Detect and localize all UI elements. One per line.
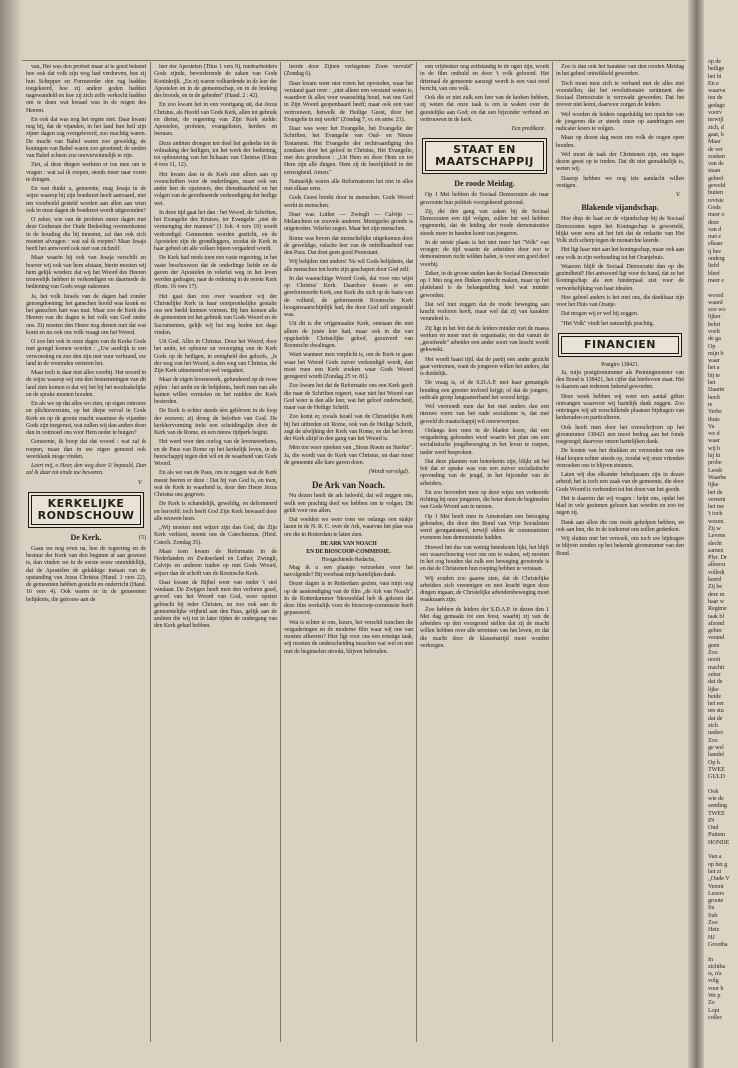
column-rule [552,62,553,1042]
paragraph: Ja, het volk Israels van de dagen had zonder genoegdoening; het ganschen hoofd was krank en het ganschen hart was mat. Maar zoo de Kerk des Heeren van die dagen is het volk van God onder ons. Zij moeten den Heere nog dienen met dat wat komt en nu ook ons volk vraagt om het Woord. [26,293,146,336]
paragraph: Wij belijden niet anders! Nu wil Gods belijdenis, dat alle menschen ten korte zijn geschapen door God zelf. [284,259,413,273]
paragraph: Ja, mijn postgironummer als Penningmeester van den Bond is 138421, het cijfer dat hierboven staat. Het is daarom aan iedereen bekend geworden. [556,369,684,391]
paragraph: Daar was Luther — Zwingli — Calvijn — Melanchton en zoovele anderen. Menigerlei gronde is uitgetreden. Velerlei zegen. Maar het zijn menschen. [284,211,413,233]
column-rule [150,62,151,1042]
paragraph: Zij, die den gang van zaken bij de Sociaal Democraten een tijd volgen, zullen het wel hebben opgemerkt, dat de leiding der roode demonstraties steeds meer in handen komt van jongeren. [420,208,549,237]
paragraph: O zoo het ook in onze dagen van de Kerke Gods met geregd komen worden : „Uw aardrijk is een verwoesting en zoo den zijn met vuur verbrand, uw land in de vreemden verteren het. [26,339,146,367]
paragraph: Zoo is dan ook het karakter van den rooden Meidag in het geheel ontwikkeld geworden. [556,64,684,78]
paragraph: Men ten weer spreken van „Sions Roem en Sterkte". Ja, die wordt van de Kerk van Christus, en daar moet de gemeente alle hare gaven doen. [284,445,413,466]
adjacent-page-text: op de heilige het bi En e waarva ten de gedage voorv terwijl zich, d gaat, h Maar de ver zoeken van de staan geheel geweld buiten revisie Gods meer o deze van d met e elkaar ij hee onderg liefd bleef meer e woord waard zoo wo lijker bebri voelt de ga Op mijn b waar het a bij te het Daarin heeft te Verbe thuis Va we d waar wij h hij ki probe Leesb Waarbe lijke het de vereeni het me 't toch wezen. Zij w Levens slecht samen Plyt. Dr alleerst volledi keerd Zij be dere m haar w Regime taak bl afzond gehee verand geen Zoo nooit machti zeker dat de lijke beide het eer ten stu dat de zich naderi Zoo ge wel handel Op h TWEE GULD Ook wie de zending TWEE IN Oud Puttem HONDE Van a op het g het zi ,,Oude V Vereni Lezers groote Su Sub Zoo Hetz HJ Grootha In zichtba is, n'a volg voor h We p Zo Lopt collec [708,58,730,1021]
paragraph: Rome was boven dat menschelijke uitgekomen door de geweldige, valsche leer van de onfeilbaarheid van den Paus. Dat doet geen goed Protestant. [284,235,413,256]
paragraph: De Kerk had reeds toen een vaste regeering, in het vaste beschouwen dat de onderlinge liefde en de gaven der Apostelen in velerlei weg in het leven werden gedragen, naar de ordening in de eerste Kerk (Rom. 16 vers 17). [154,255,277,291]
quote: Leert mij, o Heer, den weg door U bepaald, Dan zal ik daar tot einde toe bewaren. [26,463,146,477]
paragraph: Wat is echter te ons, lezers, het verschil tusschen die vergaderingen en de moderne film waar wij ons van moeten afkeeren? Hier ligt voor ons een ernstige taak, wij moeten de onderscheiding tusschen wat wel en niet met de beginselen strookt, blijven behouden. [284,619,413,655]
paragraph: Waarom blijft de Sociaal Democratie dan op die gezindheid? Het antwoord ligt voor de hand, dat ze het Koningschap als een hinderpaal ziet voor de verwerkelijking van haar idealen. [556,263,684,292]
heading-number: (5) [139,534,146,541]
paragraph: een vrijdenker nog zelfstandig in de ogen zijn, wordt in de film onthuld en door 't volk gehoord. Het driemaal de gemeente aanzegt wordt is een vast rood bericht, van ons volk. [420,64,549,92]
paragraph: Op 1 Mei heeft men in Amsterdam een betooging gehouden, die door den Bond van Vrije Socialisten werd georganiseerd, terwijl elders de communisten eveneens hun demonstratie hadden. [420,513,549,542]
paragraph: O zeker, wie van de profeten onzer dagen met deze Godsman der Oude Bedeeling overeenkomst in de houding die hij inneemt, zal dan ook zich moeten afvragen : wat zal ik roepen? Maar Jesaja heeft het antwoord ook niet van zichzelf. [26,217,146,252]
paragraph: En als we van de Paus, om te zeggen wat de Kerk meest heeren er deze : Dat hij van God is, en toen, wat de Kerk in waarheid is, door den Heere Jezus Christus ons gegeven. [154,470,277,498]
paragraph: Laten wij dus elkander behulpzaam zijn in dezen arbeid; het is toch een zaak van de gemeente, die door Gods Woord is verbonden tot het doen van het goede. [556,472,684,493]
paragraph: De Kerk is echter steeds één gebleven in de loop der eeuwen; zij droeg de beloften van God. De kerkhervorming trekt een scheidingslijn door de Kerk van de Rome, en een nieuw tijdperk begint. [154,408,277,436]
paragraph: Gods Geest breekt door in menschen. Gods Woord werkt in menschen. [284,195,413,209]
paragraph: Deze week hebben wij weer een aantal giften ontvangen waarvoor wij hartelijk dank zeggen. Zoo ontvingen wij uit verschillende plaatsen bijdragen van kerkeraden en particulieren. [556,393,684,422]
paragraph: Ziet, al deze dingen werkten er toe mee om te vragen : wat zal ik roepen, steeds meer naar voren te dringen. [26,162,146,183]
banner-line: FINANCIEN [584,337,656,351]
paragraph: „Wij moeten met wijzer zijn dan God, die Zijn Kerk verkiest, noemt ons de Catechismus. (Heid. Catech. Zondag 35). [154,525,277,546]
paragraph: En wat dunkt u, gemeente, mag Jesaja in de wijze waarop hij zijn boetkreet heeft aanvaard, niet ten voorbeeld gesteld worden aan allen aan wien ook in onze dagen de boetkreet wordt uitgezonden? [26,186,146,214]
signature: V. [675,192,680,198]
paragraph: Het is daarom dat wij vragen : helpt ons, opdat het blad in vele gezinnen gelezen kan worden en zoo tot zegen zij. [556,495,684,517]
paragraph: Daar kwam de Bijbel weer van onder 't stof vandaan. De Zwijgen heeft men den verloren goed, gevoel van het Woord van God, weer opzien gebracht bij ieder Christen, en zoo ook aan de gemeentelijke vrijheid aan den Paus, gelijk aan de ambten die wij tot in later tijden de ondergang van den Kerk gehad hebben. [154,579,277,630]
column-5 [556,64,684,560]
paragraph: Mag ik u een plaatsje verzoeken voor het navolgende? Bij voorbaat mijn hartelijken dank. [284,564,413,578]
paragraph: Maar de eigen levenswerk, gefundeerd op de twee pijlen : het ambt en de belijdenis, heeft men van alle kanten willen vernielen en het midden der Kerk bestreden. [154,377,277,405]
column-4 [420,64,549,652]
paragraph: Het ligt haar niet aan het koningschap, maar ook aan ons volk in zijn verhouding tot het Oranjehuis. [556,247,684,261]
paragraph: En zoo kwam het in een voortgang uit, dat Jezus Christus, als Hoofd van Gods Kerk, allen tot gebruik en dienst, de regeering van Zijn Kerk stelde: Apostelen, profeten, evangelisten, herders en leeraars. [154,102,277,138]
paragraph: En als we op dat alles wo zien, op eigen ontrouw en plichtsverzuim, op het diepe verval in Gods Kerk en op de groote macht waarmee de vijanden Gods zijn toegerust, wat zullen wij dan anders doen dan in ootmoed ons voor Hem neder te buigen? [26,401,146,436]
paragraph: Wel moet de taak der Christenen zijn, om tegen dezen geest op te treden. Dat dit niet gemakkelijk is, weten wij. [556,151,684,173]
paragraph: Maar waarin hij ook van Jesaja verschilt en hoever wij ook van hem afstaan, hierin moeten wij hem gelijk worden: dat wij het Woord des Heeren trouwelijk hebben te verkondigen en daarmede de bediening van Gods wege nakomen. [26,255,146,291]
column-rule [416,62,417,1042]
paragraph: Natuurlijk waren alle Reformatoren het niet in alles met elkaar eens. [284,178,413,192]
paragraph: En ook dat was nog het ergste niet. Daar kwam nog bij, dat de vijanden, in het land hun heil zijn zijner dagen zag overgeleverd, zoo machtig waren. De macht van Babel waren zoo geweldig; de koningen van Babel waren zoo geoefend; de steden van Babel scheen zoo onoverwinnelijk te zijn. [26,116,146,159]
paragraph: Hoewel het dus van weinig beteekenis lijkt, het blijft een waarschuwing voor ons om te waken, wij moeten in het oog houden dat zulk een beweging groeiende is en dat de Christenen hun roeping hebben te verstaan. [420,544,549,573]
article-heading: De roode Meidag. [454,179,515,189]
banner-line: KERKELIJKE [47,496,125,510]
paragraph: Ook die er niet zulk een leer van de kerken hebben, zij weten dat onze taak is om te waken over de geestelijke aan God; en dat een bijzonder verbond en vertrouwen in de kerk. [420,95,549,123]
article-heading: De Ark van Noach. [311,480,385,491]
column-3 [284,64,413,658]
paragraph: Dat voelden we weer toen we onlangs een stukje lazen in de N. R. C. over de Ark, waarvan het plan was om die in Rotterdam te laten zien. [284,517,413,538]
signature: Een predikant. [511,126,545,132]
paragraph: Gemeente, ik hoop dat dat woord : wat zal ik roepen, maar dan in uw eigen gemoed ook weerklank moge vinden. [26,439,146,460]
section-banner-financien [558,333,682,357]
paragraph: Hoe geheel anders is het met ons, die dankbaar zijn voor het Huis van Oranje. [556,294,684,308]
banner-line: STAAT EN [453,143,516,157]
paragraph: Het wordt haast tijd, dat de partij een ander gezicht gaat vertoonen, want de jongeren willen het anders, dat is duidelijk. [420,356,549,377]
paragraph: Zoo komt er, zooals Israël van de Christelijke Kerk bij het uittreden uit Rome, ook van de Heilige Schrift, zegt de afwijking der Kerk van Rome, en dat het leven der Kerk altijd in den gang van het Woord is. [284,414,413,442]
paragraph: Toch moet men zich te verband met de alles niet voorstellen, dat het revolutionaire sentiment der Sociaal Democratie is verzwakt geworden. Dat het zoover niet komt, daarvoor zorgen de leiders. [556,80,684,109]
paragraph: Wij sluiten met het verzoek, om toch uw bijdragen te blijven zenden op het bekende gironummer van den Bond. [556,536,684,557]
sub-heading: DE ARK VAN NOACH [320,540,377,547]
section-banner-kerkelijke-rondschouw [28,492,144,528]
paragraph: Wel vermoedt men dat het niet anders dan een nieuwe vorm van het oude socialisme is, dat met geweld de maatschappij wil omverwerpen. [420,404,549,425]
paragraph: Wij zouden zoo gaarne zien, dat de Christelijke arbeiders zich vereenigen en met kracht tegen deze dingen ingaan; de Christelijke arbeidersbeweging moet waakzaam zijn. [420,575,549,604]
paragraph: Dat deze plannen van beteekenis zijn, blijkt uit het feit dat er sprake was van een zuiver socialistische opvoeding van de jeugd, in het bijzonder van de arbeiders. [420,458,549,487]
column-1 [26,64,146,606]
paragraph: Dank aan allen die ons reeds geholpen hebben, en ook aan hen, die in de toekomst ons zullen gedenken. [556,519,684,533]
paragraph: Gaan we nog even na, hoe de regeering en de bestuur der Kerk van den beginne af aan geweest is, dan vinden we in de eerste eeuw onmiddellijk, dat de Apostelen de gelukkige instaan van de opstanding van Jezus Christus (Hand. 1 vers 22), de gemeenten hebben gesticht en onderricht (Hand. 16 vers 4). Ook waren er in de gemeenten belijdenis, die getrouw aan de [26,545,146,603]
column-rule [280,62,281,1042]
paragraph: Wel worden de leiders ongeduldig ten opzichte van de jongeren die er steeds meer op aandringen een radicaler koers te volgen. [556,111,684,132]
heading-text: De Kerk. [70,532,102,542]
signature: V. [137,479,142,486]
continued-note: (Wordt vervolgd). [368,469,409,475]
postgiro-number: Postgiro 138421. [601,361,639,368]
binding-gutter [688,0,704,1068]
paragraph: Zeker, in de groote steden kan de Sociaal Democratie op 1 Mei nog een flinken optocht maken, maar op het platteland is de belangstelling heel wat minder geworden. [420,270,549,299]
paragraph: Daar was weer het Evangelie, het Evangelie der Schriften, het Evangelie van Oud- en Nieuw Testament. Het Evangelie der rechtvaardiging des zondaars door het geloof in Christus, Het Evangelie, met den grondtoon : „Uit Hem en door Hem en tot Hem zijn alle dingen. Hem zij de heerlijkheid in der eeuwigheid. Amen." [284,126,413,176]
paragraph: In dat waarachtige Woord Gods, dat voor ons wijst op Christus' Kerk. Daardoor kwam er een gereformeerde Kerk, een Kerk die zich op de basis van de volheid, de geformeerde Roomsche Kerk hoogstwaarschijnlijk had, die door God zelf uitgestald was. [284,275,413,318]
paragraph: Uit dit is die vrijgemaakte Kerk, ontstaan die niet alleen de juiste leer had, maar ook in die van opgeleefde Christelijke geloof, gezuiverd van Roomsche dwalingen. [284,321,413,349]
paragraph: Het kwam dan in de Kerk niet alleen aan op voorschriften voor de ouderlingen, maar ook om ander hen de opzieners, den dienstbaarheid en het volgen van de geordineerde verkondiging der heilige wet. [154,171,277,207]
paragraph: "Het Volk" vindt het natuurlijk prachtig. [561,320,654,327]
banner-line: MAATSCHAPPIJ [435,155,534,169]
paragraph: Onlangs kon men in de bladen lezen, dat een vergadering gehouden werd waarin het plan om een socialistische jeugdbeweging in het leven te roepen, nader werd besproken. [420,427,549,456]
paragraph: Maar toch is daar niet alles voorbij. Het woord in de wijze waarop wij ons den bestemmingen van dit land zien komen is dat wij het bij het noodzakelijke en de sprake moeten houden. [26,370,146,398]
article-heading [26,533,146,543]
banner-line: RONDSCHOUW [37,508,135,522]
paragraph: Maar toen kwam de Reformatie in de Nederlanden en Zwitserland en Luther, Zwingli, Calvijn en anderen traden op met Gods Woord, wijzer dan de schrift van de Roomsche Kerk. [154,548,277,577]
paragraph: Het gaat dan zoo over waardoor wij der Christelijke Kerk in haar oorspronkelijke gestalte ons een beeld kunnen vormen. Bij hen komen alle de gemeenten tot het gebruik van Gods Woord en de Sacramenten, gelijk wij het nog heden ten dage vinden. [154,293,277,336]
paragraph: Daarop hebben we nog iets aandacht willen vestigen. [556,175,684,189]
paragraph: Deze ambten droegen ten doel het gedeelte tot de volmaking der heiligen, tot het werk der bediening, tot opbouwing van het lichaam van Christus (Efeze 4 vers 11, 12). [154,140,277,169]
sub-heading: EN DE BIOSCOOP-COMMISSIE. [306,548,391,555]
paragraph: Want wanneer men verplicht is, om de Kerk te gaan waar het Woord Gods zuiver verkondigd wordt, dan moet men een Kerk zoeken waar Gods Woord geregeerd wordt (Zondag 25 vr. 81). [284,352,413,380]
paragraph: Het werd voor den oorlog van de levenswerkens, en de Paus van Rome op het kerkelijk leven, in de heerschappij tegen den wil en de waarheid van Gods Woord. [154,439,277,467]
salutation: Hoogachtende Redactie, [321,556,376,563]
paragraph: De vraag is, of de S.D.A.P. met haar gematigde houding een grooter invloed krijgt; of dat de jongere, radicale groep langzamerhand het woord krijgt. [420,380,549,401]
paragraph: leer der Apostelen (Titus 1 vers 9), medearbeiders Gods zijnde, bevorderende de zaken van Gods Koninkrijk. „En zij waren volhardende in de leer der Apostelen en in de gemeenschap, en in de breking des broods, en in de gebeden" (Hand. 2 : 42). [154,64,277,99]
paragraph: Op 1 Mei hebben de Sociaal Democraten als naar gewoonte hun politiek voorgekeerd getoond. [420,192,549,206]
paragraph: Dat mogen wij er wel bij zeggen. [561,311,639,318]
column-2 [154,64,277,633]
paragraph: Nu dezen heeft de ark beloofd, dat wil zeggen ons, welk een prachtig doel we hebben om te volgen. Dit geldt voor ons allen. [284,493,413,514]
section-banner-staat-en-maatschappij [422,138,547,174]
paragraph: Zoo hebben de leiders der S.D.A.P. in dezen den 1 Mei dag gemaakt tot een feest, waarbij zij van de arbeiders op den voorgrond stellen dat zij de macht willen hebben over alle terreinen van het leven, en dat die macht door de klassenstrijd moet worden verkregen. [420,606,549,649]
paragraph: Daar kwam weer niet voren het opvoeden, waar het verstand gaat over : „niet alleen een verstand weten is, waardoor ik alles voor waarachtig houd, wat ons God in Zijn Woord geopenbaard heeft; maar ook een vast vertrouwen, hetwelk de Heilige Geest, door het Evangelie in mij werkt" (Zondag 7, vr. en antw. 21). [284,80,413,123]
paragraph: Maar op dezen dag moet ons volk de oogen open houden. [556,135,684,149]
paragraph: In de eerste plaats is het niet meer het "Volk" van vroeger; de tijd waarin de arbeiders door zoo te demonstreren recht wilden halen, is voor een goed deel voorbij. [420,239,549,268]
article-heading: Blakende vijandschap. [581,203,659,213]
paragraph: Hoe diep de haat en de vijandschap bij de Sociaal Democraten tegen het Koningschap is geworteld, blijkt weer eens uit het feit dat de redactie van Het Volk zich scherp tegen de monarchie keerde. [556,216,684,244]
paragraph: De kosten van het drukken en verzenden van ons blad loopen echter steeds op, zoodat wij onze vrienden verzoeken ons te blijven steunen. [556,448,684,469]
paragraph: leerde door Zijnen verlegenen Zoon vervuld" (Zondag 6). [284,64,413,78]
paragraph: Zij ligt in het feit dat de leiders minder met de massa werken en meer met de organisatie, en dat vanuit de „geoefende" arbeider een ander soort van kracht wordt gekweekt. [420,325,549,354]
header-rule [22,60,686,61]
paragraph: Uit God. Alles in Christus. Door het Woord, door het ambt, tot opbouw en verzorging van de Kerk Gods op de heiligen, in eenigheid des geloofs, „Is der weg van het Woord, is den weg van Christus, die Zijn Kerk uitnemend en wel vergadert. [154,339,277,374]
paragraph: Ook heeft men door het overschrijven op het gironummer 138421 een mooi bedrag aan het fonds toegezegd; daarvoor onzen hartelijken dank. [556,424,684,445]
paragraph: Zoo kwam het dat de Reformatie ons een Kerk geeft die naar de Schriften regeert, waar niet het Woord van God weer is dan alle leer, wat het geloof onderscheid, maar van de Heilige Schrift. [284,383,413,411]
paragraph: En zoo bevordert men op deze wijze een verkeerde richting bij onze jongeren, die beter doen de beginselen van Gods Woord aan te nemen. [420,489,549,511]
paragraph: van, Het was den profeet maar al te goed bekend hoe ook dat volk zijn weg had verdorven, hoe zij hun Schepper en Formeerder den rug hadden toegekeerd, hoe zij andere goden hadden nagewandeld en hoe zij zich zelfs verkocht hadden om te doen wat kwaad was in de oogen des Heeren. [26,64,146,114]
paragraph: Dezer dagen is in Rotterdam gezien, vast mijn oog op de aankondiging van de film „de Ark van Noach". In de Rotterdammer Nieuwsblad heb ik gelezen dat deze film werkelijk voor de bioscoop-commissie heeft gepasseerd. [284,581,413,617]
paragraph: Dat wil niet zeggen dat de roode beweging aan kracht verloren heeft, maar wel dat zij van karakter veranderd is. [420,301,549,323]
page-edge-shadow [0,0,22,1068]
paragraph: In deze tijd gaat het dan : het Woord, de Schriften, het Evangelie des Kruises, ter Evangelie „niet de vermenging der mannen" (1 Joh. 4 vers 10) wordt verkondigd. Gemeenten worden gesticht, en de Apostelen zijn de grondleggers, zoodat de Kerk in haar geheel uit alle volken bijeen vergaderd wordt. [154,209,277,252]
paragraph: De Kerk is schandelijk, geweldig, en deformeerd en beroofd; toch heeft God Zijn Kerk bewaard door alle eeuwen heen. [154,501,277,522]
adjacent-page-edge [704,0,738,1068]
